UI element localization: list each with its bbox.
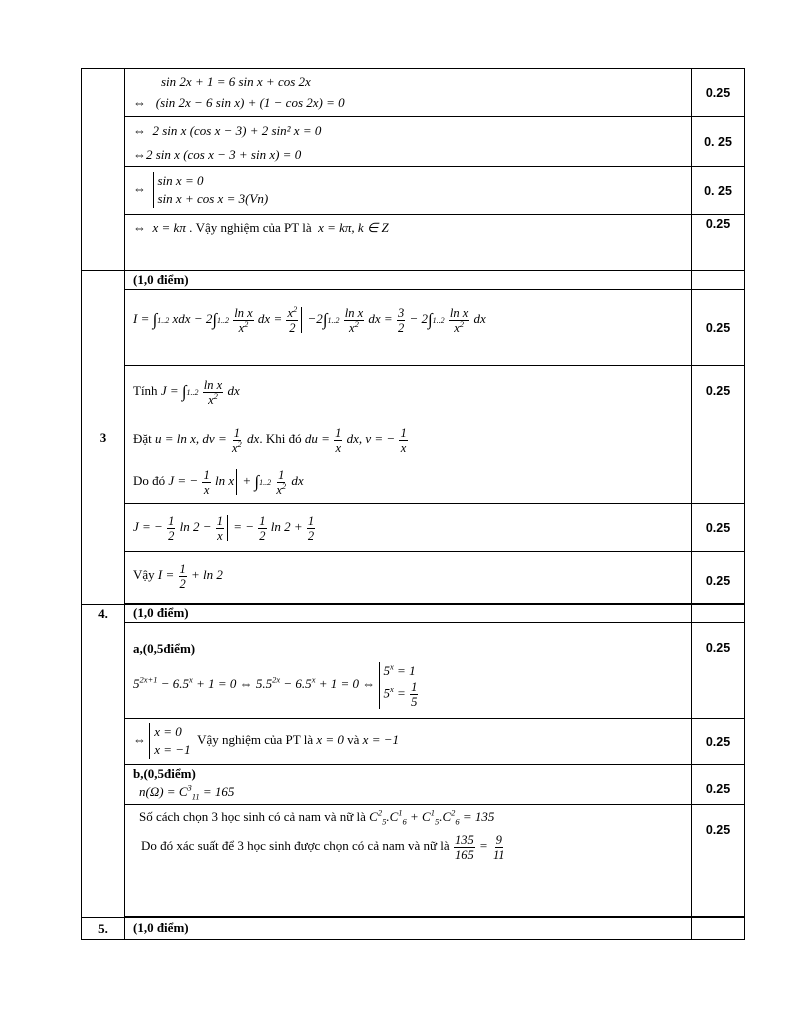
q4-step-b2: Số cách chọn 3 học sinh có cả nam và nữ là $C^2_5.C^1_6 + C^1_5.C^2_6 = 135$ Do đó xác suất để 3 học sinh được chọn có cả nam và nữ là $\frac{135}{165}$ = $\frac{9}{11}$ <box>125 805 692 917</box>
q3-header-row <box>82 271 745 290</box>
q3-step-2: Tính J = ∫1..2 $\frac{\text{ln x}}{x^2}$ dx Đặt u = ln x, dv = $\frac{1}{x^2}$ dx. Khi đó du = $\frac{1}{x}$ dx, v = − $\frac{1}{x}$ Do đó J = − $\frac{1}{x}$ ln x + ∫1..2 $\frac{1}{x^2}$ dx <box>125 366 692 504</box>
q4-score-a: 0.25 <box>692 623 745 719</box>
answer-table-wrapper <box>81 68 744 940</box>
q3-points-heading: (1,0 điểm) <box>133 272 189 287</box>
q2-score-3: 0. 25 <box>692 167 745 215</box>
q2-row-1 <box>82 69 745 117</box>
solution-bracket: $5^x = 1$ $5^x$ = $\frac{1}{5}$ <box>379 662 420 709</box>
q4-row-a2 <box>82 719 745 765</box>
q3-number: 3 <box>82 271 125 605</box>
q2-step-4: ⇔ x = kπ . Vậy nghiệm của PT là x = kπ, k ∈ Z <box>125 215 692 271</box>
q3-integral-eq: I = ∫1..2 xdx − 2∫1..2 $\frac{\text{ln x}}{x^2}$ dx = $\frac{x^2}{2}$ −2∫1..2 $\frac{\text{ln x}}{x^2}$ dx = $\frac{3}{2}$ − 2∫1..2 $\frac{\text{ln x}}{x^2}$ dx <box>133 303 486 335</box>
q3-row-4 <box>82 552 745 604</box>
q2-eq-3: 2 sin x (cos x − 3) + 2 sin² x = 0 <box>152 123 322 138</box>
q2-eq-1: sin 2x + 1 = 6 sin x + cos 2x <box>161 74 311 89</box>
q2-row-2 <box>82 117 745 167</box>
q2-row-4 <box>82 215 745 271</box>
q2-step-2: ⇔ 2 sin x (cos x − 3) + 2 sin² x = 0 ⇔2 sin x (cos x − 3 + sin x) = 0 <box>125 117 692 167</box>
q3-score-1: 0.25 <box>692 290 745 366</box>
q4-row-b2 <box>82 805 745 917</box>
q4-row-a <box>82 623 745 719</box>
q3-score-2: 0.25 <box>692 366 745 504</box>
answer-table <box>81 68 745 940</box>
q3-row-3 <box>82 504 745 552</box>
solution-bracket: x = 0 x = −1 <box>149 723 190 759</box>
q4-score-b: 0.25 <box>692 765 745 805</box>
q5-header-row <box>82 918 745 940</box>
q4-part-a-label: a,(0,5điểm) <box>133 641 196 656</box>
q2-score-2: 0. 25 <box>692 117 745 167</box>
q2-number-cell <box>82 69 125 271</box>
q2-step-1 <box>125 69 692 117</box>
q2-step-3: ⇔ sin x = 0 sin x + cos x = 3(Vn) <box>125 167 692 215</box>
q4-score-b2: 0.25 <box>692 805 745 917</box>
q4-points-heading: (1,0 điểm) <box>133 605 189 620</box>
q2-eq-2: (sin 2x − 6 sin x) + (1 − cos 2x) = 0 <box>155 95 345 110</box>
q4-header-row <box>82 605 745 623</box>
q2-row-3 <box>82 167 745 215</box>
q3-score-4: 0.25 <box>692 552 745 604</box>
q3-row-1 <box>82 290 745 366</box>
q5-points-heading: (1,0 điểm) <box>133 920 189 935</box>
q2-eq-4: 2 sin x (cos x − 3 + sin x) = 0 <box>146 147 302 162</box>
q2-score-1: 0.25 <box>692 69 745 117</box>
q4-row-b <box>82 765 745 805</box>
q3-score-3: 0.25 <box>692 504 745 552</box>
q4-part-b-label: b,(0,5điểm) <box>133 766 196 781</box>
q4-number: 4. <box>82 605 125 918</box>
q3-row-2 <box>82 366 745 504</box>
q3-step-1 <box>125 290 692 366</box>
q3-step-4: Vậy I = $\frac{1}{2}$ + ln 2 <box>125 552 692 604</box>
iff-symbol: ⇔ <box>133 95 146 110</box>
q5-number: 5. <box>82 918 125 940</box>
q4-score-a2: 0.25 <box>692 719 745 765</box>
q2-score-4: 0.25 <box>692 215 745 271</box>
q3-step-3: J = − $\frac{1}{2}$ ln 2 − $\frac{1}{x}$ = − $\frac{1}{2}$ ln 2 + $\frac{1}{2}$ <box>125 504 692 552</box>
q4-step-b: b,(0,5điểm) $n(\Omega) = C^3_{11} = 165$ <box>125 765 692 805</box>
q4-step-a2: ⇔ x = 0 x = −1 Vậy nghiệm của PT là x = 0 và x = −1 <box>125 719 692 765</box>
q4-step-a: a,(0,5điểm) $5^{2x+1} - 6.5^x + 1 = 0$ ⇔ $5.5^{2x} - 6.5^x + 1 = 0$ ⇔ $5^x = 1$ $5^x$ = $\frac{1}{5}$ <box>125 623 692 719</box>
solution-bracket: sin x = 0 sin x + cos x = 3(Vn) <box>153 172 269 208</box>
